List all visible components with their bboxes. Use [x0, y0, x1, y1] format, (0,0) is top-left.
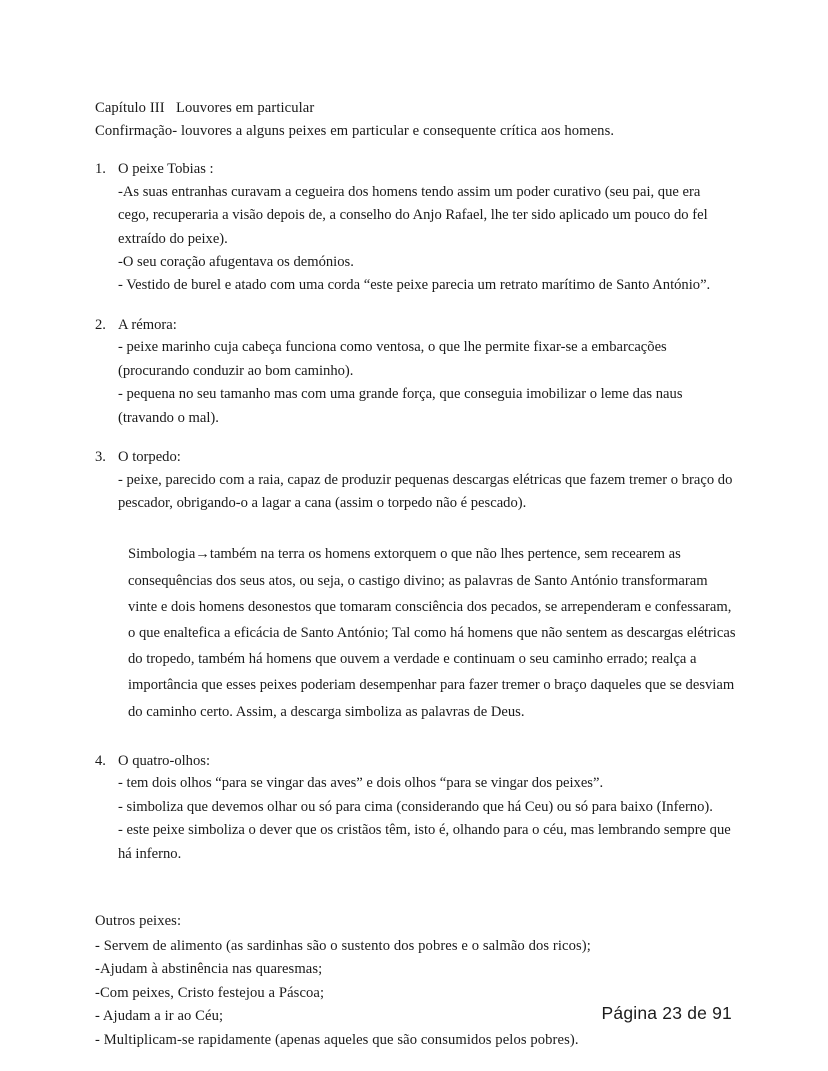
section-4-title: O quatro-olhos: — [118, 752, 211, 769]
section-1-title-row — [95, 159, 735, 181]
list-item: - peixe, parecido com a raia, capaz de produzir pequenas descargas elétricas que fazem tremer o braço do pescador, obrigando-o a lagar a cana (assim o torpedo não é pescado). — [118, 471, 733, 512]
list-item: - Ajudam a ir ao Céu; — [95, 1008, 224, 1025]
other-fish-block — [95, 910, 735, 1053]
list-item: - Vestido de burel e atado com uma corda “este peixe parecia um retrato marítimo de Santo António”. — [118, 277, 711, 294]
list-item: -Com peixes, Cristo festejou a Páscoa; — [95, 984, 325, 1001]
numbered-section-4 — [95, 751, 735, 866]
document-heading — [95, 98, 735, 142]
list-item: - Multiplicam-se rapidamente (apenas aqueles que são consumidos pelos pobres). — [95, 1032, 579, 1049]
other-fish-title: Outros peixes: — [95, 913, 182, 930]
page-footer: Página 23 de 91 — [601, 1003, 732, 1023]
list-item: - peixe marinho cuja cabeça funciona como ventosa, o que lhe permite fixar-se a embarcações (procurando conduzir ao bom caminho). — [118, 339, 667, 379]
numbered-section-1 — [95, 159, 735, 298]
section-2-title: A rémora: — [118, 316, 177, 333]
section-4-title-row — [95, 751, 735, 773]
symbology-block — [128, 541, 738, 724]
list-item: - tem dois olhos “para se vingar das aves” e dois olhos “para se vingar dos peixes”. — [118, 775, 604, 792]
section-4-items — [118, 772, 735, 866]
list-item: - Servem de alimento (as sardinhas são o sustento dos pobres e o salmão dos ricos); — [95, 937, 591, 954]
list-item: - simboliza que devemos olhar ou só para cima (considerando que há Ceu) ou só para baixo (Inferno). — [118, 798, 713, 815]
section-2-title-row — [95, 315, 735, 337]
list-item: -As suas entranhas curavam a cegueira dos homens tendo assim um poder curativo (seu pai, que era cego, recuperaria a visão depois de, a conselho do Anjo Rafael, lhe ter sido aplicado um pouco do fel extraído do peixe). — [118, 183, 708, 247]
list-item: -O seu coração afugentava os demónios. — [118, 254, 354, 270]
chapter-subtitle: Confirmação- louvores a alguns peixes em particular e consequente crítica aos homens. — [95, 122, 615, 139]
section-2-marker: 2. — [95, 316, 106, 333]
section-3-title: O torpedo: — [118, 449, 181, 466]
symbology-paragraph: Simbologia→também na terra os homens extorquem o que não lhes pertence, sem recearem as consequências dos seus atos, ou seja, o castigo divino; as palavras de Santo António transformaram vinte e dois homens desonestos que tomaram consciência dos pecados, se arrependeram e confessaram, o que enaltefica a eficácia de Santo António; Tal como há homens que não sentem as descargas elétricas do tropedo, também há homens que ouvem a verdade e continuam o seu caminho errado; realça a importância que esses peixes poderiam desempenhar para fazer tremer o braço daqueles que se desviam do caminho certo. Assim, a descarga simboliza as palavras de Deus. — [128, 546, 736, 720]
section-1-items — [118, 181, 735, 298]
section-3-marker: 3. — [95, 449, 106, 466]
section-3-title-row — [95, 447, 735, 469]
section-1-title: O peixe Tobias : — [118, 161, 214, 178]
section-4-marker: 4. — [95, 752, 106, 769]
list-item: -Ajudam à abstinência nas quaresmas; — [95, 961, 323, 978]
list-item: - este peixe simboliza o dever que os cristãos têm, isto é, olhando para o céu, mas lembrando sempre que há inferno. — [118, 822, 731, 862]
chapter-title: Capítulo III Louvores em particular — [95, 100, 315, 116]
numbered-section-2 — [95, 315, 735, 430]
document-body — [95, 98, 735, 1053]
list-item: - pequena no seu tamanho mas com uma grande força, que conseguia imobilizar o leme das naus (travando o mal). — [118, 386, 683, 426]
section-2-items — [118, 336, 735, 430]
numbered-section-3 — [95, 447, 735, 725]
section-3-items — [118, 469, 735, 516]
section-1-marker: 1. — [95, 161, 106, 178]
